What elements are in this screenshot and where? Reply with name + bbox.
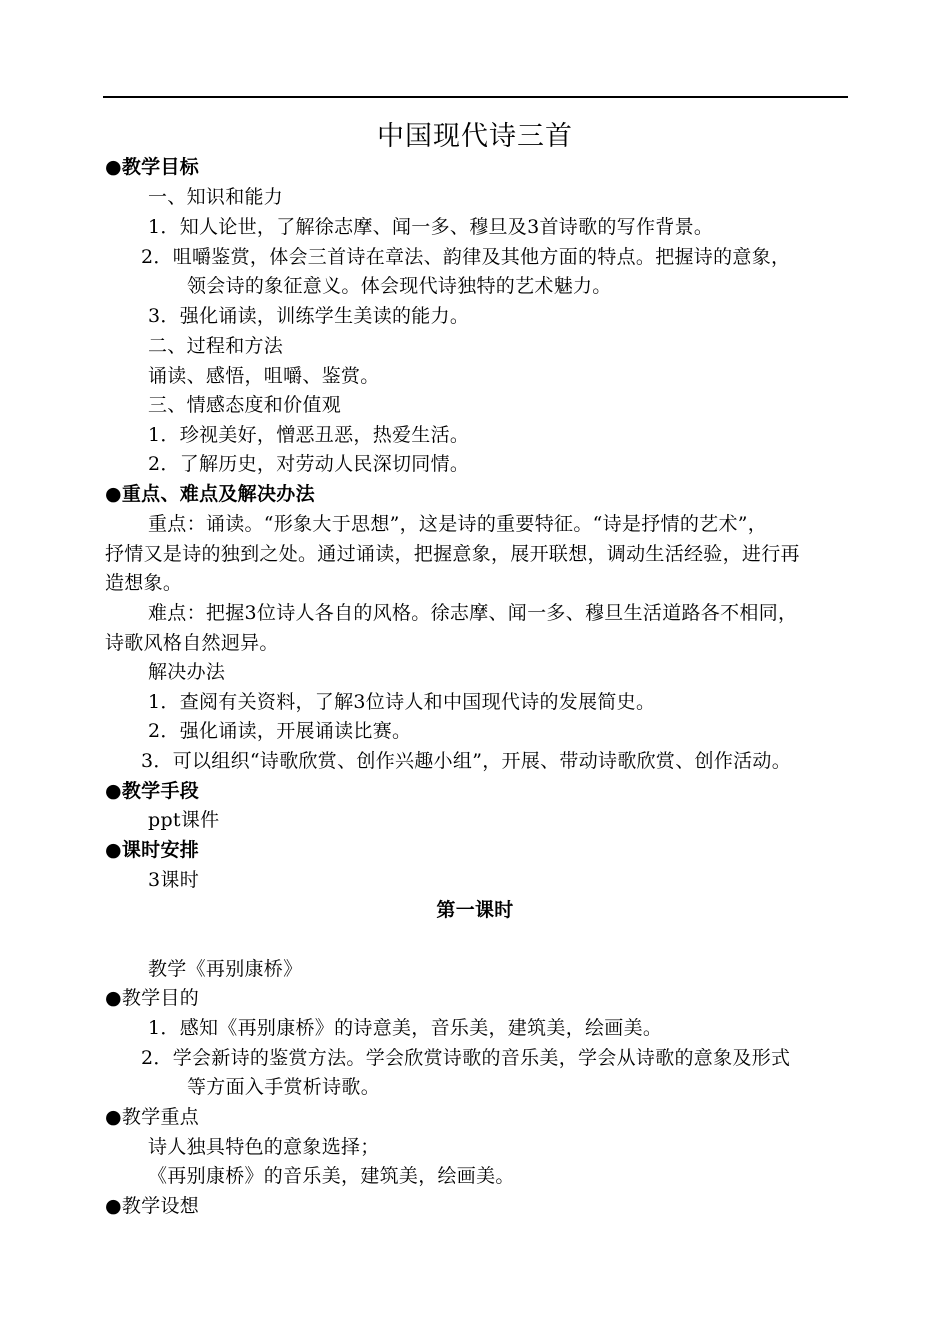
difficulty-para: 难点：把握3位诗人各自的风格。徐志摩、闻一多、穆旦生活道路各不相同，	[148, 602, 798, 624]
objective-item-1: 1．知人论世，了解徐志摩、闻一多、穆旦及3首诗歌的写作背景。	[148, 216, 714, 238]
attitude-item-2: 2．了解历史，对劳动人民深切同情。	[148, 453, 470, 475]
section-heading-focus: ●教学重点	[105, 1106, 200, 1128]
schedule-text: 3课时	[148, 869, 199, 891]
means-text: ppt课件	[148, 809, 220, 831]
focus-item-1: 诗人独具特色的意象选择；	[148, 1136, 380, 1158]
key-point-para-1-cont: 抒情又是诗的独到之处。通过诵读，把握意象，展开联想，调动生活经验，进行再	[105, 543, 800, 565]
key-point-para-1-end: 造想象。	[105, 572, 183, 594]
purpose-item-2-cont: 等方面入手赏析诗歌。	[187, 1076, 381, 1098]
subheading-solutions: 解决办法	[148, 661, 226, 683]
header-rule	[103, 96, 848, 98]
objective-item-3: 3．强化诵读，训练学生美读的能力。	[148, 305, 470, 327]
section-heading-purpose: ●教学目的	[105, 987, 200, 1009]
document-title: 中国现代诗三首	[377, 121, 573, 152]
purpose-item-2: 2．学会新诗的鉴赏方法。学会欣赏诗歌的音乐美，学会从诗歌的意象及形式	[141, 1047, 791, 1069]
objective-item-2-cont: 领会诗的象征意义。体会现代诗独特的艺术魅力。	[187, 275, 612, 297]
section-heading-objectives: ●教学目标	[105, 156, 200, 178]
subheading-attitude: 三、情感态度和价值观	[148, 394, 342, 416]
subheading-process: 二、过程和方法	[148, 335, 284, 357]
difficulty-para-cont: 诗歌风格自然迥异。	[105, 632, 279, 654]
subheading-knowledge: 一、知识和能力	[148, 186, 284, 208]
purpose-item-1: 1．感知《再别康桥》的诗意美，音乐美，建筑美，绘画美。	[148, 1017, 663, 1039]
solution-item-1: 1．查阅有关资料，了解3位诗人和中国现代诗的发展简史。	[148, 691, 656, 713]
solution-item-3: 3．可以组织“诗歌欣赏、创作兴趣小组”，开展、带动诗歌欣赏、创作活动。	[141, 750, 792, 772]
process-text: 诵读、感悟，咀嚼、鉴赏。	[148, 365, 380, 387]
solution-item-2: 2．强化诵读，开展诵读比赛。	[148, 720, 412, 742]
section-heading-means: ●教学手段	[105, 780, 200, 802]
key-point-para-1: 重点：诵读。“形象大于思想”，这是诗的重要特征。“诗是抒情的艺术”，	[148, 513, 768, 535]
attitude-item-1: 1．珍视美好，憎恶丑恶，热爱生活。	[148, 424, 470, 446]
lesson-heading: 第一课时	[436, 899, 514, 921]
section-heading-schedule: ●课时安排	[105, 839, 200, 861]
section-heading-design: ●教学设想	[105, 1195, 200, 1217]
focus-item-2: 《再别康桥》的音乐美，建筑美，绘画美。	[148, 1165, 515, 1187]
section-heading-key-points: ●重点、难点及解决办法	[105, 483, 315, 505]
objective-item-2: 2．咀嚼鉴赏，体会三首诗在章法、韵律及其他方面的特点。把握诗的意象，	[141, 246, 791, 268]
lesson-subject: 教学《再别康桥》	[148, 958, 303, 980]
